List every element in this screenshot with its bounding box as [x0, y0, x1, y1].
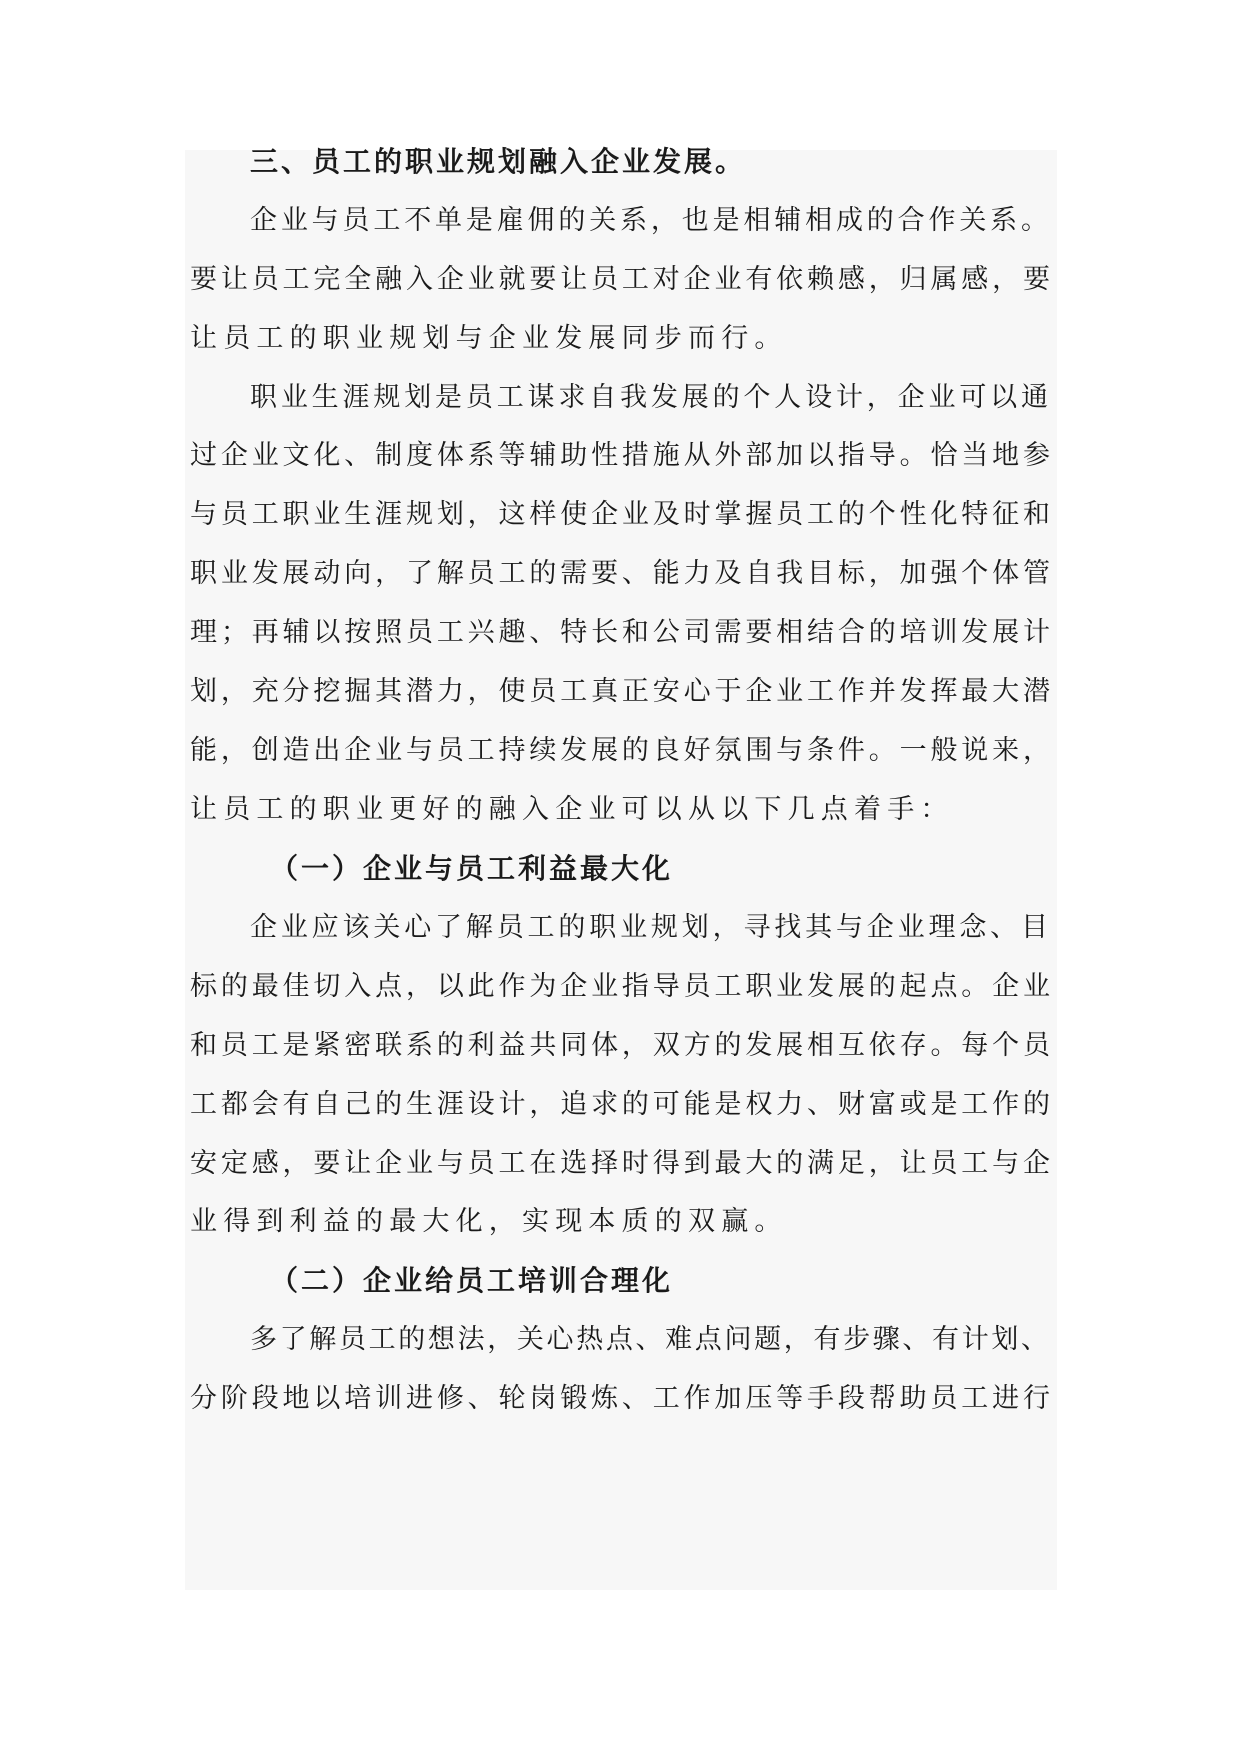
paragraph-line: 企业与员工不单是雇佣的关系，也是相辅相成的合作关系。	[250, 205, 1048, 236]
paragraph-line: 要让员工完全融入企业就要让员工对企业有依赖感，归属感，要	[190, 264, 1050, 295]
paragraph-line: 分阶段地以培训进修、轮岗锻炼、工作加压等手段帮助员工进行	[190, 1383, 1050, 1414]
paragraph-line: 职业生涯规划是员工谋求自我发展的个人设计，企业可以通	[250, 382, 1048, 413]
paragraph-line: 能，创造出企业与员工持续发展的良好氛围与条件。一般说来，	[190, 735, 1050, 766]
paragraph-line: 理；再辅以按照员工兴趣、特长和公司需要相结合的培训发展计	[190, 617, 1050, 648]
paragraph-line: 多了解员工的想法，关心热点、难点问题，有步骤、有计划、	[250, 1324, 1048, 1355]
section-heading: 三、员工的职业规划融入企业发展。	[250, 145, 747, 178]
subsection-heading: （二）企业给员工培训合理化	[270, 1264, 674, 1297]
paragraph-line: 业得到利益的最大化，实现本质的双赢。	[190, 1206, 788, 1237]
paragraph-line: 和员工是紧密联系的利益共同体，双方的发展相互依存。每个员	[190, 1030, 1050, 1061]
paragraph-line: 划，充分挖掘其潜力，使员工真正安心于企业工作并发挥最大潜	[190, 676, 1050, 707]
paragraph-line: 标的最佳切入点，以此作为企业指导员工职业发展的起点。企业	[190, 971, 1050, 1002]
paragraph-line: 职业发展动向，了解员工的需要、能力及自我目标，加强个体管	[190, 558, 1050, 589]
paragraph-line: 过企业文化、制度体系等辅助性措施从外部加以指导。恰当地参	[190, 440, 1050, 471]
paragraph-line: 安定感，要让企业与员工在选择时得到最大的满足，让员工与企	[190, 1148, 1050, 1179]
paragraph-line: 工都会有自己的生涯设计，追求的可能是权力、财富或是工作的	[190, 1089, 1050, 1120]
paragraph-line: 让员工的职业规划与企业发展同步而行。	[190, 323, 788, 354]
subsection-heading: （一）企业与员工利益最大化	[270, 852, 674, 885]
paragraph-line: 与员工职业生涯规划，这样使企业及时掌握员工的个性化特征和	[190, 499, 1050, 530]
paragraph-line: 企业应该关心了解员工的职业规划，寻找其与企业理念、目	[250, 912, 1048, 943]
paragraph-line: 让员工的职业更好的融入企业可以从以下几点着手：	[190, 794, 954, 825]
